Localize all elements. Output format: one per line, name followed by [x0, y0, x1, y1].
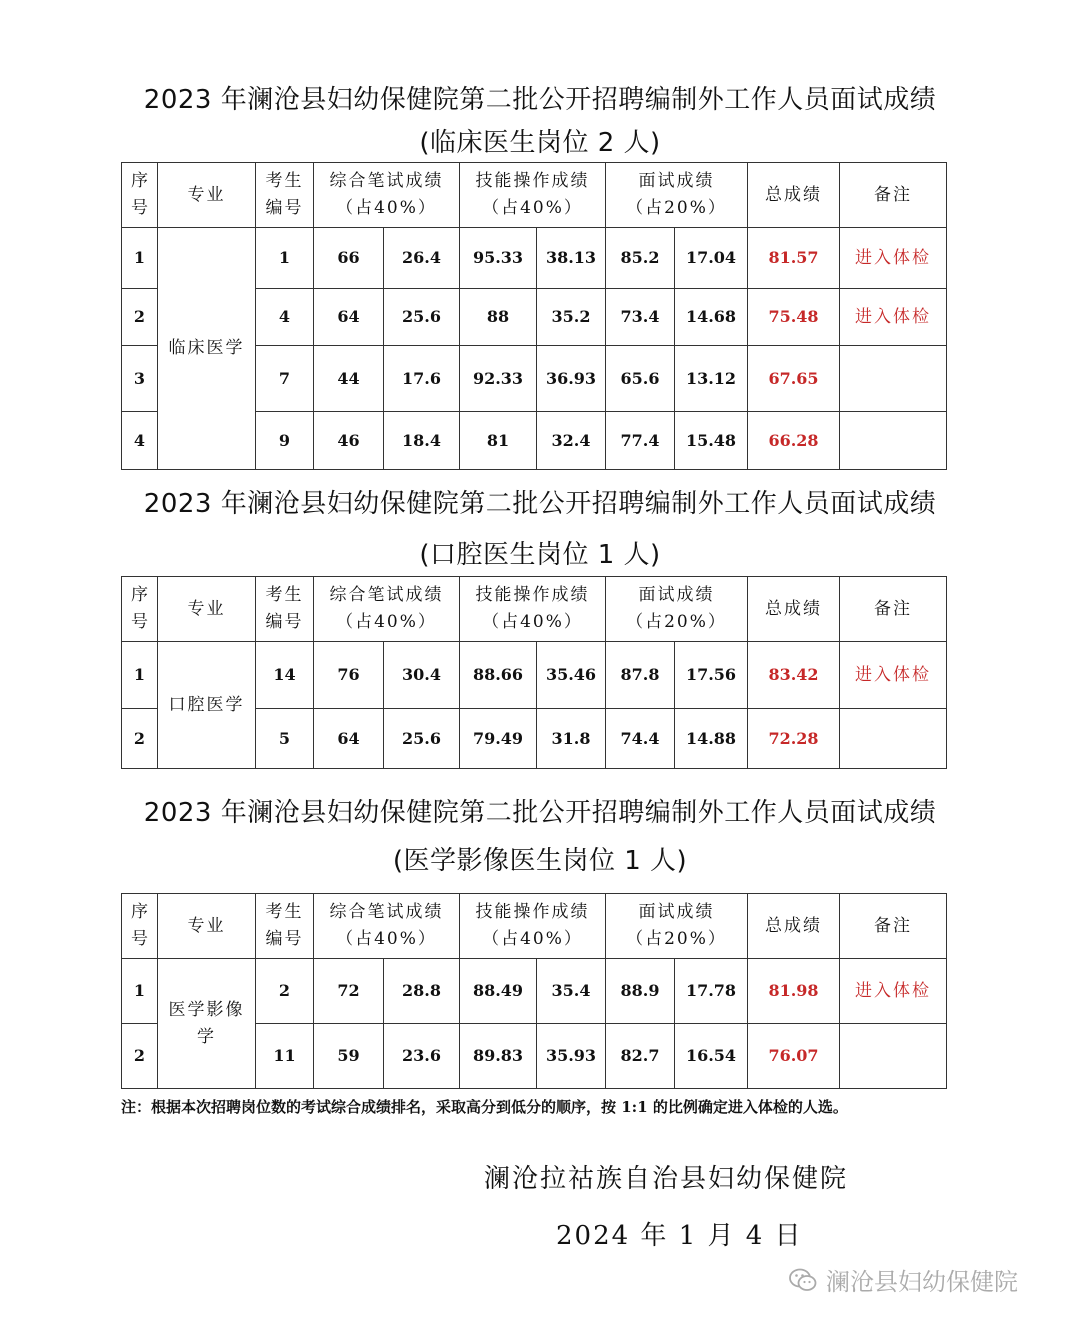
col-header-skill-label: 技能操作成绩 — [475, 171, 590, 191]
col-header-major: 专业 — [158, 577, 256, 642]
col-header-written-weight: （占40%） — [336, 612, 437, 632]
row-total-score: 83.42 — [748, 642, 840, 709]
organization-signature: 澜沧拉祜族自治县妇幼保健院 — [484, 1164, 849, 1194]
col-header-skill — [460, 577, 606, 642]
row-interview-weighted: 14.88 — [675, 709, 748, 769]
col-header-skill-label: 技能操作成绩 — [475, 585, 590, 605]
section-2-subtitle: (口腔医生岗位 1 人) — [419, 540, 661, 570]
row-interview-weighted: 16.54 — [675, 1024, 748, 1089]
col-header-exam-no-text: 考生编号 — [265, 171, 304, 218]
row-total-score: 81.98 — [748, 959, 840, 1024]
score-table-clinical — [121, 162, 947, 470]
row-interview-weighted: 17.78 — [675, 959, 748, 1024]
row-seq: 2 — [122, 289, 158, 346]
row-interview-score: 77.4 — [606, 412, 675, 470]
watermark-text: 澜沧县妇幼保健院 — [826, 1268, 1018, 1296]
major-text: 医学影像学 — [168, 999, 245, 1047]
row-written-score: 46 — [314, 412, 384, 470]
col-header-skill-weight: （占40%） — [482, 198, 583, 218]
row-exam-no: 1 — [256, 228, 314, 289]
col-header-total: 总成绩 — [748, 163, 840, 228]
row-skill-weighted: 35.4 — [537, 959, 606, 1024]
col-header-written — [314, 894, 460, 959]
col-header-written-label: 综合笔试成绩 — [329, 902, 444, 922]
row-total-score: 76.07 — [748, 1024, 840, 1089]
row-exam-no: 14 — [256, 642, 314, 709]
table-header-row — [122, 577, 947, 642]
row-interview-score: 85.2 — [606, 228, 675, 289]
col-header-exam-no-text: 考生编号 — [265, 585, 304, 632]
major-text: 临床医学 — [168, 338, 245, 358]
col-header-interview — [606, 577, 748, 642]
row-interview-score: 74.4 — [606, 709, 675, 769]
col-header-major: 专业 — [158, 163, 256, 228]
row-total-score: 75.48 — [748, 289, 840, 346]
row-interview-score: 87.8 — [606, 642, 675, 709]
col-header-exam-no — [256, 894, 314, 959]
row-seq: 4 — [122, 412, 158, 470]
row-written-weighted: 23.6 — [384, 1024, 460, 1089]
row-written-score: 72 — [314, 959, 384, 1024]
row-written-weighted: 25.6 — [384, 709, 460, 769]
row-written-score: 64 — [314, 709, 384, 769]
col-header-remark: 备注 — [840, 163, 947, 228]
table-header-row — [122, 894, 947, 959]
row-written-weighted: 28.8 — [384, 959, 460, 1024]
row-interview-score: 88.9 — [606, 959, 675, 1024]
row-written-score: 66 — [314, 228, 384, 289]
row-written-weighted: 25.6 — [384, 289, 460, 346]
row-written-weighted: 17.6 — [384, 346, 460, 412]
row-skill-weighted: 32.4 — [537, 412, 606, 470]
row-exam-no: 9 — [256, 412, 314, 470]
row-interview-weighted: 13.12 — [675, 346, 748, 412]
row-seq: 2 — [122, 1024, 158, 1089]
row-interview-weighted: 14.68 — [675, 289, 748, 346]
row-written-score: 59 — [314, 1024, 384, 1089]
col-header-exam-no-text: 考生编号 — [265, 902, 304, 949]
wechat-icon — [788, 1267, 818, 1293]
row-interview-weighted: 15.48 — [675, 412, 748, 470]
table-row — [122, 228, 947, 289]
col-header-written-weight: （占40%） — [336, 929, 437, 949]
col-header-interview-label: 面试成绩 — [638, 171, 715, 191]
col-header-interview-weight: （占20%） — [626, 612, 727, 632]
row-total-score: 67.65 — [748, 346, 840, 412]
row-skill-score: 88 — [460, 289, 537, 346]
row-seq: 2 — [122, 709, 158, 769]
col-header-total: 总成绩 — [748, 894, 840, 959]
col-header-written — [314, 577, 460, 642]
col-header-skill — [460, 163, 606, 228]
row-skill-weighted: 38.13 — [537, 228, 606, 289]
row-skill-score: 95.33 — [460, 228, 537, 289]
row-remark — [840, 1024, 947, 1089]
col-header-skill-weight: （占40%） — [482, 612, 583, 632]
row-remark — [840, 346, 947, 412]
row-remark — [840, 412, 947, 470]
col-header-remark: 备注 — [840, 894, 947, 959]
row-written-weighted: 18.4 — [384, 412, 460, 470]
row-skill-weighted: 36.93 — [537, 346, 606, 412]
row-skill-score: 89.83 — [460, 1024, 537, 1089]
signature-date: 2024 年 1 月 4 日 — [556, 1221, 803, 1251]
row-seq: 1 — [122, 959, 158, 1024]
row-interview-weighted: 17.56 — [675, 642, 748, 709]
section-1-title: 2023 年澜沧县妇幼保健院第二批公开招聘编制外工作人员面试成绩 — [143, 85, 937, 115]
section-2-title: 2023 年澜沧县妇幼保健院第二批公开招聘编制外工作人员面试成绩 — [143, 489, 937, 519]
row-written-score: 64 — [314, 289, 384, 346]
col-header-major: 专业 — [158, 894, 256, 959]
col-header-written-weight: （占40%） — [336, 198, 437, 218]
row-interview-weighted: 17.04 — [675, 228, 748, 289]
row-seq: 1 — [122, 642, 158, 709]
row-skill-weighted: 35.93 — [537, 1024, 606, 1089]
row-skill-score: 88.49 — [460, 959, 537, 1024]
col-header-seq — [122, 577, 158, 642]
table-row — [122, 959, 947, 1024]
score-table-imaging — [121, 893, 947, 1089]
row-remark: 进入体检 — [840, 959, 947, 1024]
table-header-row — [122, 163, 947, 228]
row-interview-score: 73.4 — [606, 289, 675, 346]
row-skill-score: 81 — [460, 412, 537, 470]
row-skill-score: 92.33 — [460, 346, 537, 412]
row-skill-score: 88.66 — [460, 642, 537, 709]
row-seq: 1 — [122, 228, 158, 289]
col-header-exam-no — [256, 577, 314, 642]
col-header-total: 总成绩 — [748, 577, 840, 642]
col-header-seq-text: 序号 — [131, 171, 148, 218]
row-remark — [840, 709, 947, 769]
watermark — [788, 1262, 1018, 1297]
col-header-seq — [122, 894, 158, 959]
row-total-score: 81.57 — [748, 228, 840, 289]
col-header-seq-text: 序号 — [131, 585, 148, 632]
col-header-interview-weight: （占20%） — [626, 929, 727, 949]
section-3-title: 2023 年澜沧县妇幼保健院第二批公开招聘编制外工作人员面试成绩 — [143, 798, 937, 828]
row-exam-no: 7 — [256, 346, 314, 412]
table-row — [122, 642, 947, 709]
major-cell — [158, 642, 256, 769]
col-header-interview — [606, 894, 748, 959]
row-written-weighted: 30.4 — [384, 642, 460, 709]
col-header-written — [314, 163, 460, 228]
col-header-skill-weight: （占40%） — [482, 929, 583, 949]
row-interview-score: 82.7 — [606, 1024, 675, 1089]
row-skill-weighted: 31.8 — [537, 709, 606, 769]
section-1-subtitle: (临床医生岗位 2 人) — [419, 128, 661, 158]
row-exam-no: 5 — [256, 709, 314, 769]
row-remark: 进入体检 — [840, 289, 947, 346]
row-seq: 3 — [122, 346, 158, 412]
section-3-subtitle: (医学影像医生岗位 1 人) — [392, 846, 688, 876]
row-skill-weighted: 35.46 — [537, 642, 606, 709]
col-header-written-label: 综合笔试成绩 — [329, 171, 444, 191]
footnote: 注：根据本次招聘岗位数的考试综合成绩排名，采取高分到低分的顺序，按 1:1 的比例确定进入体检的人选。 — [121, 1098, 848, 1116]
col-header-written-label: 综合笔试成绩 — [329, 585, 444, 605]
col-header-remark: 备注 — [840, 577, 947, 642]
col-header-interview-weight: （占20%） — [626, 198, 727, 218]
row-written-score: 76 — [314, 642, 384, 709]
col-header-skill-label: 技能操作成绩 — [475, 902, 590, 922]
row-remark: 进入体检 — [840, 228, 947, 289]
major-cell — [158, 959, 256, 1089]
col-header-interview-label: 面试成绩 — [638, 585, 715, 605]
row-total-score: 66.28 — [748, 412, 840, 470]
row-written-score: 44 — [314, 346, 384, 412]
col-header-skill — [460, 894, 606, 959]
row-exam-no: 2 — [256, 959, 314, 1024]
row-remark: 进入体检 — [840, 642, 947, 709]
row-interview-score: 65.6 — [606, 346, 675, 412]
row-written-weighted: 26.4 — [384, 228, 460, 289]
col-header-seq — [122, 163, 158, 228]
col-header-interview — [606, 163, 748, 228]
row-total-score: 72.28 — [748, 709, 840, 769]
row-skill-score: 79.49 — [460, 709, 537, 769]
score-table-dental — [121, 576, 947, 769]
row-exam-no: 4 — [256, 289, 314, 346]
col-header-interview-label: 面试成绩 — [638, 902, 715, 922]
row-exam-no: 11 — [256, 1024, 314, 1089]
col-header-exam-no — [256, 163, 314, 228]
major-text: 口腔医学 — [168, 694, 245, 715]
row-skill-weighted: 35.2 — [537, 289, 606, 346]
major-cell — [158, 228, 256, 470]
col-header-seq-text: 序号 — [131, 902, 148, 949]
